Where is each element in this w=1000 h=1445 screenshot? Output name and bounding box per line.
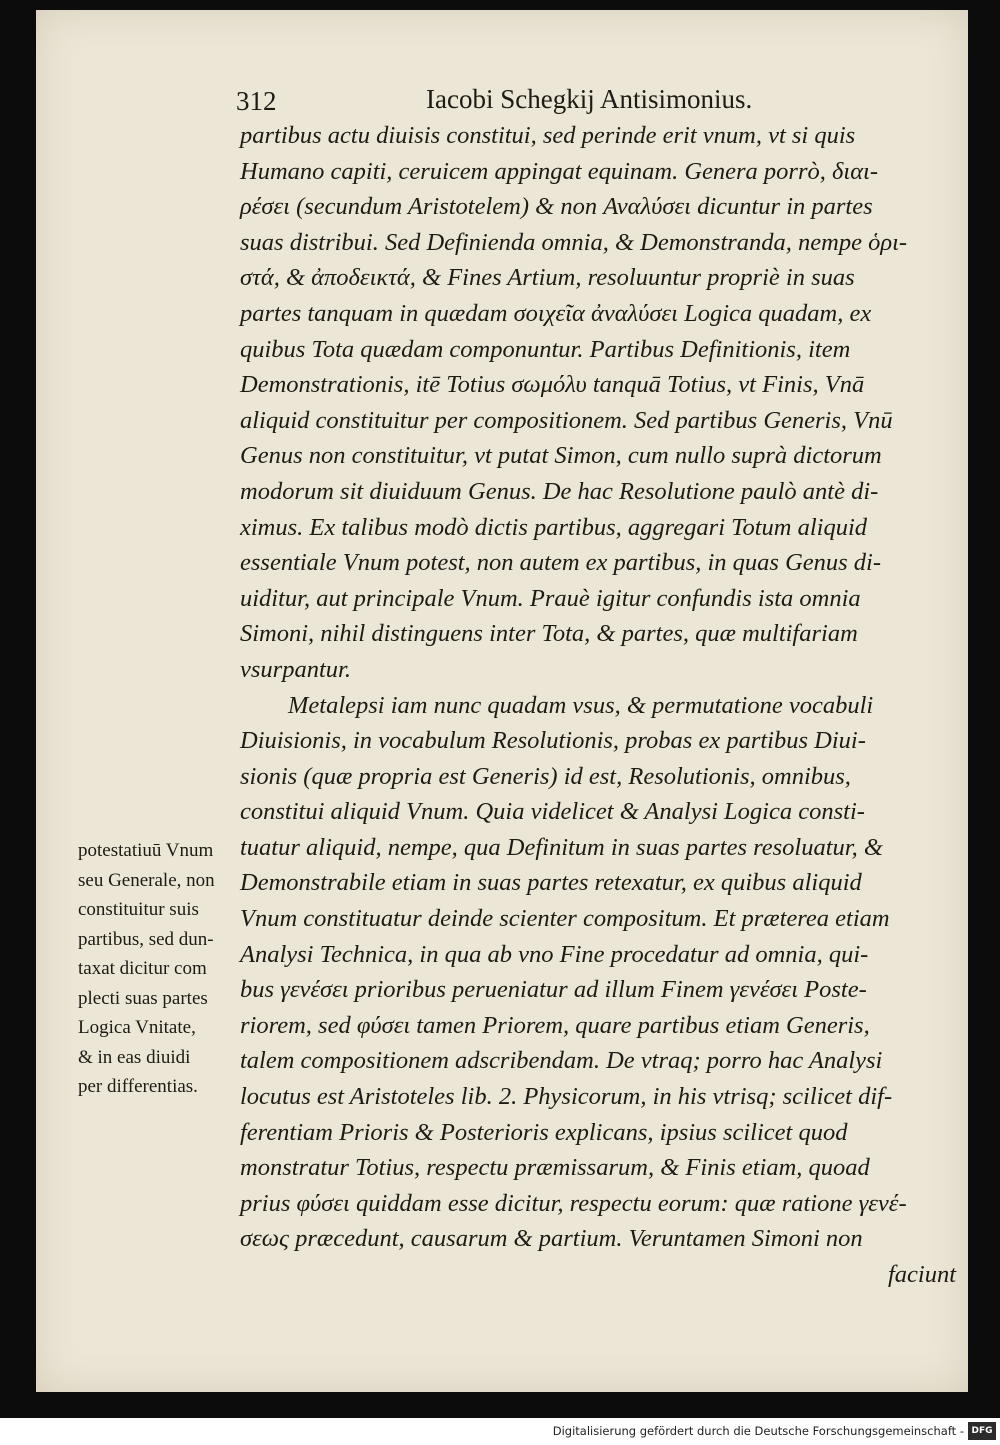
text-line: Vnum constituatur deinde scienter compositum. Et præterea etiam xyxy=(240,905,890,933)
marginal-note-line: seu Generale, non xyxy=(78,869,215,891)
marginal-note-line: partibus, sed dun- xyxy=(78,928,214,950)
text-line: Metalepsi iam nunc quadam vsus, & permutatione vocabuli xyxy=(288,691,874,719)
page-number: 312 xyxy=(236,86,277,116)
body-text xyxy=(240,118,960,1293)
dfg-logo: DFG xyxy=(968,1422,996,1440)
digitization-footer xyxy=(0,1418,1000,1445)
text-line: Demonstrabile etiam in suas partes retexatur, ex quibus aliquid xyxy=(240,869,862,897)
text-line: modorum sit diuiduum Genus. De hac Resolutione paulò antè di- xyxy=(240,477,879,505)
funding-credit: Digitalisierung gefördert durch die Deutsche Forschungsgemeinschaft - xyxy=(552,1424,964,1438)
text-line: στά, & ἀποδεικτά, & Fines Artium, resoluuntur propriè in suas xyxy=(240,264,855,292)
text-line: tuatur aliquid, nempe, qua Definitum in suas partes resoluatur, & xyxy=(240,833,883,861)
text-line: partibus actu diuisis constitui, sed perinde erit vnum, vt si quis xyxy=(240,122,856,149)
text-line: prius φύσει quiddam esse dicitur, respectu eorum: quæ ratione γενέ- xyxy=(240,1189,907,1217)
marginal-note-line: taxat dicitur com xyxy=(78,958,207,979)
marginal-note-line: potestatiuū Vnum xyxy=(78,840,214,861)
text-line: Demonstrationis, itē Totius σωμόλυ tanquā Totius, vt Finis, Vnā xyxy=(240,371,865,399)
marginal-note-line: per differentias. xyxy=(78,1076,198,1097)
text-line: monstratur Totius, respectu præmissarum, & Finis etiam, quoad xyxy=(240,1154,870,1182)
catchword: faciunt xyxy=(887,1261,956,1288)
text-line: Genus non constituitur, vt putat Simon, cum nullo suprà dictorum xyxy=(240,442,882,470)
text-line: Humano capiti, ceruicem appingat equinam. Genera porrò, διαι- xyxy=(240,157,879,185)
text-line: quibus Tota quædam componuntur. Partibus Definitionis, item xyxy=(240,335,851,363)
marginal-note-line: plecti suas partes xyxy=(78,987,208,1009)
running-title: Iacobi Schegkij Antisimonius. xyxy=(426,84,753,114)
marginal-note-line: Logica Vnitate, xyxy=(78,1017,196,1038)
text-line: ρέσει (secundum Aristotelem) & non Αναλύσει dicuntur in partes xyxy=(240,193,873,221)
text-line: Analysi Technica, in qua ab vno Fine procedatur ad omnia, qui- xyxy=(240,940,869,968)
text-line: partes tanquam in quædam σοιχεῖα ἀναλύσει Logica quadam, ex xyxy=(240,299,872,327)
text-line: Diuisionis, in vocabulum Resolutionis, probas ex partibus Diui- xyxy=(240,727,866,755)
text-line: locutus est Aristoteles lib. 2. Physicorum, in his vtrisq; scilicet dif- xyxy=(240,1083,893,1111)
text-line: uiditur, aut principale Vnum. Prauè igitur confundis ista omnia xyxy=(240,584,861,612)
marginal-note-line: & in eas diuidi xyxy=(78,1046,191,1068)
text-line: bus γενέσει prioribus perueniatur ad illum Finem γενέσει Poste- xyxy=(240,976,867,1004)
text-line: riorem, sed φύσει tamen Priorem, quare partibus etiam Generis, xyxy=(240,1011,870,1039)
text-line: constitui aliquid Vnum. Quia videlicet & Analysi Logica consti- xyxy=(240,798,865,826)
text-line: ximus. Ex talibus modò dictis partibus, aggregari Totum aliquid xyxy=(240,513,868,541)
text-line: talem compositionem adscribendam. De vtraq; porro hac Analysi xyxy=(240,1047,883,1075)
text-line: vsurpantur. xyxy=(240,655,351,683)
text-line: suas distribui. Sed Definienda omnia, & Demonstranda, nempe ὁρι- xyxy=(240,228,908,256)
marginal-note-line: constituitur suis xyxy=(78,899,199,920)
text-line: aliquid constituitur per compositionem. Sed partibus Generis, Vnū xyxy=(240,406,893,434)
text-line: sionis (quæ propria est Generis) id est, Resolutionis, omnibus, xyxy=(240,762,851,790)
text-line: ferentiam Prioris & Posterioris explicans, ipsius scilicet quod xyxy=(240,1118,848,1146)
text-line: σεως præcedunt, causarum & partium. Veruntamen Simoni non xyxy=(240,1225,863,1253)
marginal-note xyxy=(78,836,258,1102)
text-line: Simoni, nihil distinguens inter Tota, & partes, quæ multifariam xyxy=(240,620,858,648)
text-line: essentiale Vnum potest, non autem ex partibus, in quas Genus di- xyxy=(240,549,882,577)
